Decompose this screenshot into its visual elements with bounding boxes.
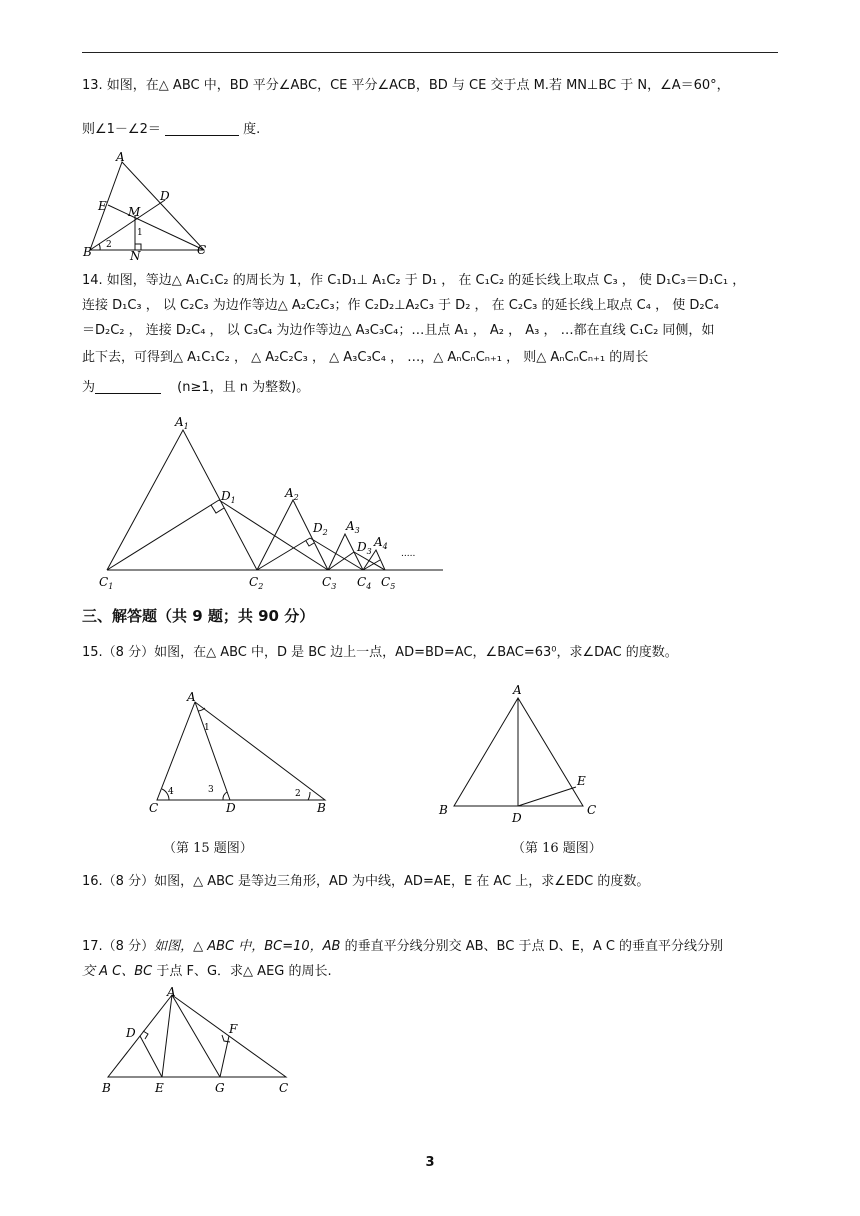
q14-label-d2: $D_2$	[313, 521, 328, 537]
q14-text-line1: 14. 如图，等边△ A₁C₁C₂ 的周长为 1，作 C₁D₁⊥ A₁C₂ 于 D₁ ， 在 C₁C₂ 的延长线上取点 C₃ ， 使 D₁C₃＝D₁C₁ ，	[82, 273, 746, 288]
q14-ellipsis: .....	[401, 549, 416, 559]
q16-label-d: D	[512, 811, 522, 825]
q14-label-a1: $A_1$	[175, 415, 189, 431]
q15-label-a: A	[187, 690, 196, 704]
q17-figure	[98, 985, 298, 1100]
q13-label-c: C	[197, 243, 207, 257]
q14-figure	[95, 412, 450, 592]
q16-figure	[435, 680, 610, 825]
q13-text-line2: 则∠1－∠2＝ 度.	[82, 122, 261, 137]
q13-figure	[80, 150, 210, 263]
q14-label-c5: $C_5$	[381, 575, 396, 591]
q13-text-line1: 13. 如图，在△ ABC 中，BD 平分∠ABC，CE 平分∠ACB，BD 与 CE 交于点 M.若 MN⊥BC 于 N，∠A＝60°，	[82, 78, 730, 93]
q14-label-c3: $C_3$	[322, 575, 337, 591]
q17-label-c: C	[279, 1081, 289, 1095]
q13-label-angle2: 2	[106, 240, 112, 250]
q13-label-d: D	[160, 189, 170, 203]
q17-label-d: D	[126, 1026, 136, 1040]
q14-answer-blank[interactable]	[95, 379, 161, 394]
q17-text-line1: 17.（8 分）如图，△ ABC 中，BC=10，AB 的垂直平分线分别交 AB、BC 于点 D、E，A C 的垂直平分线分别	[82, 939, 724, 954]
q16-label-c: C	[587, 803, 597, 817]
q14-text-line4: 此下去，可得到△ A₁C₁C₂ ， △ A₂C₂C₃ ， △ A₃C₃C₄ ， …，△ AₙCₙCₙ₊₁ ， 则△ AₙCₙCₙ₊₁ 的周长	[82, 350, 649, 365]
q13-label-e: E	[98, 199, 107, 213]
q15-caption: （第 15 题图）	[163, 841, 253, 856]
q17-label-b: B	[102, 1081, 111, 1095]
q14-text-line2: 连接 D₁C₃ ， 以 C₂C₃ 为边作等边△ A₂C₂C₃；作 C₂D₂⊥A₂C₃ 于 D₂ ， 在 C₂C₃ 的延长线上取点 C₄ ， 使 D₂C₄	[82, 298, 719, 313]
page-number: 3	[425, 1155, 435, 1170]
q17-text-line2: 交 A C、BC 于点 F、G．求△ AEG 的周长.	[82, 964, 332, 979]
q17-label-f: F	[229, 1022, 238, 1036]
q13-label-n: N	[130, 249, 141, 263]
q14-label-c2: $C_2$	[249, 575, 264, 591]
q14-label-a4: $A_4$	[374, 535, 388, 551]
q14-text-line3: ＝D₂C₂ ， 连接 D₂C₄ ， 以 C₃C₄ 为边作等边△ A₃C₃C₄；…且点 A₁ ， A₂ ， A₃ ， …都在直线 C₁C₂ 同侧，如	[82, 323, 715, 338]
q15-text: 15.（8 分）如图，在△ ABC 中，D 是 BC 边上一点，AD=BD=AC，∠BAC=63⁰，求∠DAC 的度数。	[82, 645, 678, 660]
q13-label-b: B	[83, 245, 92, 259]
header-rule	[82, 52, 778, 53]
q14-text-line5: 为 (n≥1，且 n 为整数)。	[82, 380, 310, 395]
q13-label-angle1: 1	[137, 228, 143, 238]
q14-label-a2: $A_2$	[285, 486, 299, 502]
q16-label-a: A	[513, 683, 522, 697]
q17-label-a: A	[167, 985, 176, 999]
q15-label-d: D	[226, 801, 236, 815]
q14-label-d3: $D_3$	[357, 540, 372, 556]
q15-label-angle1: 1	[204, 723, 210, 733]
q15-figure	[145, 688, 335, 818]
q16-label-e: E	[577, 774, 586, 788]
q15-label-angle4: 4	[168, 787, 174, 797]
q15-label-angle3: 3	[208, 785, 214, 795]
q13-label-m: M	[128, 205, 141, 219]
q13-label-a: A	[116, 150, 125, 164]
q13-answer-blank[interactable]	[165, 121, 239, 136]
section-title: 三、解答题（共 9 题；共 90 分）	[82, 607, 315, 625]
q15-label-b: B	[317, 801, 326, 815]
q14-label-c1: $C_1$	[99, 575, 114, 591]
q15-label-c: C	[149, 801, 159, 815]
q17-label-g: G	[215, 1081, 225, 1095]
q16-label-b: B	[439, 803, 448, 817]
q16-text: 16.（8 分）如图，△ ABC 是等边三角形，AD 为中线，AD=AE，E 在 AC 上，求∠EDC 的度数。	[82, 874, 650, 889]
q17-label-e: E	[155, 1081, 164, 1095]
q16-caption: （第 16 题图）	[512, 841, 602, 856]
q14-label-a3: $A_3$	[346, 519, 360, 535]
q14-label-c4: $C_4$	[357, 575, 372, 591]
q14-label-d1: $D_1$	[221, 489, 236, 505]
q15-label-angle2: 2	[295, 789, 301, 799]
